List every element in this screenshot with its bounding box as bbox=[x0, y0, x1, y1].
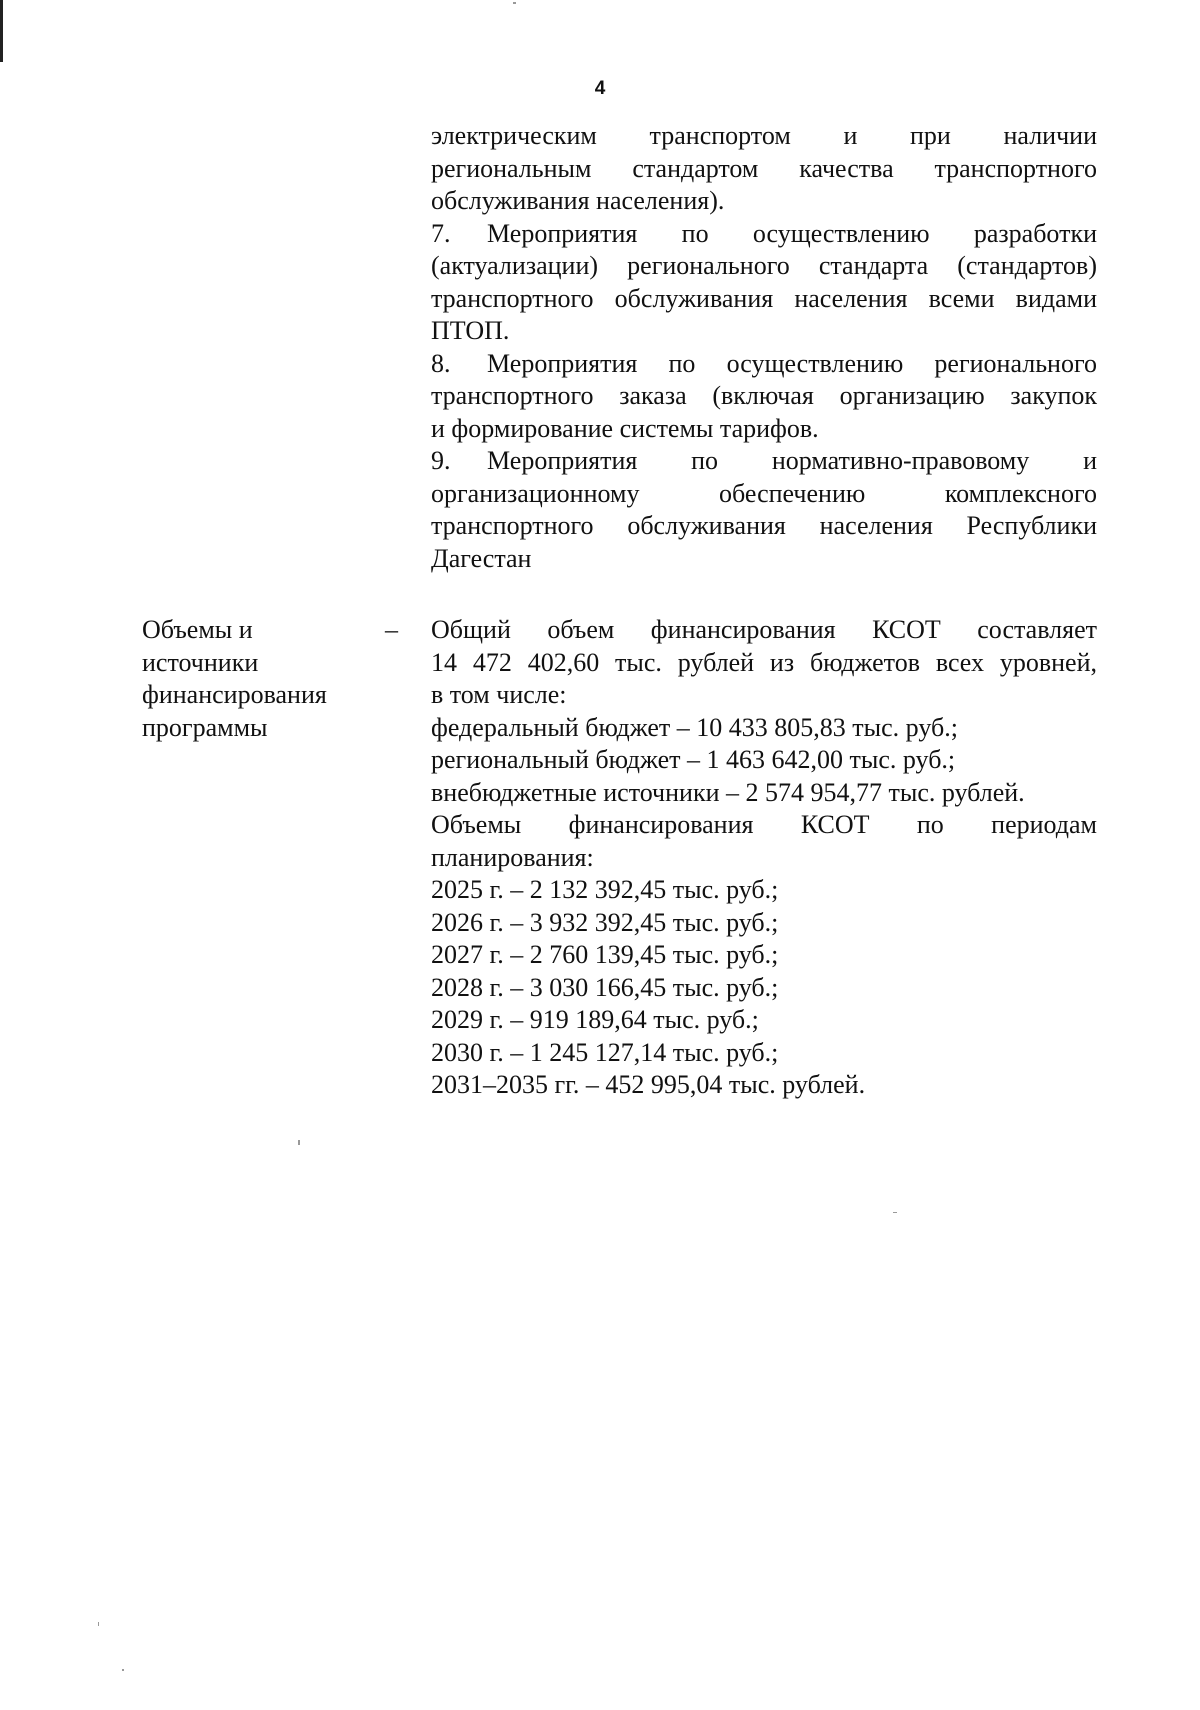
year-line: 2027 г. – 2 760 139,45 тыс. руб.; bbox=[431, 940, 779, 969]
text-line: планирования: bbox=[431, 842, 594, 872]
scan-speck bbox=[513, 2, 516, 4]
list-item-number: 8. bbox=[431, 348, 451, 378]
text-line: Мероприятия по осуществлению регионального bbox=[487, 348, 1097, 378]
funding-details bbox=[431, 614, 1097, 1102]
text-line: электрическим транспортом и при наличии bbox=[431, 121, 1097, 150]
list-item-8-first-line bbox=[431, 348, 1097, 381]
scan-edge-mark bbox=[0, 0, 3, 62]
text-line: Мероприятия по нормативно-правовому и bbox=[487, 446, 1097, 475]
text-line: транспортного обслуживания населения всеми видами bbox=[431, 283, 1097, 313]
year-line: 2031–2035 гг. – 452 995,04 тыс. рублей. bbox=[431, 1070, 866, 1099]
measures-list bbox=[431, 120, 1097, 575]
label-line: источники bbox=[142, 647, 259, 677]
list-item-7-first-line bbox=[431, 218, 1097, 251]
year-line: 2025 г. – 2 132 392,45 тыс. руб.; bbox=[431, 875, 779, 904]
scan-speck bbox=[122, 1669, 124, 1671]
text-line: Мероприятия по осуществлению разработки bbox=[487, 218, 1097, 248]
text-line: организационному обеспечению комплексного bbox=[431, 478, 1097, 508]
text-line: внебюджетные источники – 2 574 954,77 тыс. рублей. bbox=[431, 777, 1025, 807]
year-line: 2028 г. – 3 030 166,45 тыс. руб.; bbox=[431, 972, 779, 1002]
page-number: 4 bbox=[594, 78, 606, 99]
scan-speck bbox=[98, 1622, 99, 1626]
text-line: региональный бюджет – 1 463 642,00 тыс. руб.; bbox=[431, 745, 956, 774]
label-line: Объемы и bbox=[142, 615, 253, 644]
list-item-9-first-line bbox=[431, 445, 1097, 478]
scan-speck bbox=[893, 1212, 897, 1213]
scan-speck bbox=[298, 1140, 300, 1145]
year-line: 2030 г. – 1 245 127,14 тыс. руб.; bbox=[431, 1037, 779, 1067]
text-line: 14 472 402,60 тыс. рублей из бюджетов всех уровней, bbox=[431, 647, 1097, 677]
list-item-number: 9. bbox=[431, 446, 451, 475]
text-line: в том числе: bbox=[431, 680, 567, 709]
text-line: региональным стандартом качества транспортного bbox=[431, 153, 1097, 183]
list-item-number: 7. bbox=[431, 218, 451, 248]
separator-dash: – bbox=[385, 615, 398, 644]
label-line: программы bbox=[142, 712, 268, 742]
text-line: ПТОП. bbox=[431, 316, 510, 345]
text-line: Дагестан bbox=[431, 543, 532, 573]
year-line: 2029 г. – 919 189,64 тыс. руб.; bbox=[431, 1005, 759, 1034]
text-line: обслуживания населения). bbox=[431, 186, 725, 215]
text-line: (актуализации) регионального стандарта (стандартов) bbox=[431, 251, 1097, 280]
text-line: транспортного обслуживания населения Республики bbox=[431, 511, 1097, 540]
text-line: и формирование системы тарифов. bbox=[431, 413, 819, 443]
text-line: Объемы финансирования КСОТ по периодам bbox=[431, 810, 1097, 839]
funding-label bbox=[142, 614, 382, 744]
label-line: финансирования bbox=[142, 680, 327, 709]
text-line: федеральный бюджет – 10 433 805,83 тыс. руб.; bbox=[431, 712, 958, 742]
year-line: 2026 г. – 3 932 392,45 тыс. руб.; bbox=[431, 907, 779, 937]
text-line: Общий объем финансирования КСОТ составляет bbox=[431, 615, 1097, 644]
text-line: транспортного заказа (включая организацию закупок bbox=[431, 381, 1097, 410]
